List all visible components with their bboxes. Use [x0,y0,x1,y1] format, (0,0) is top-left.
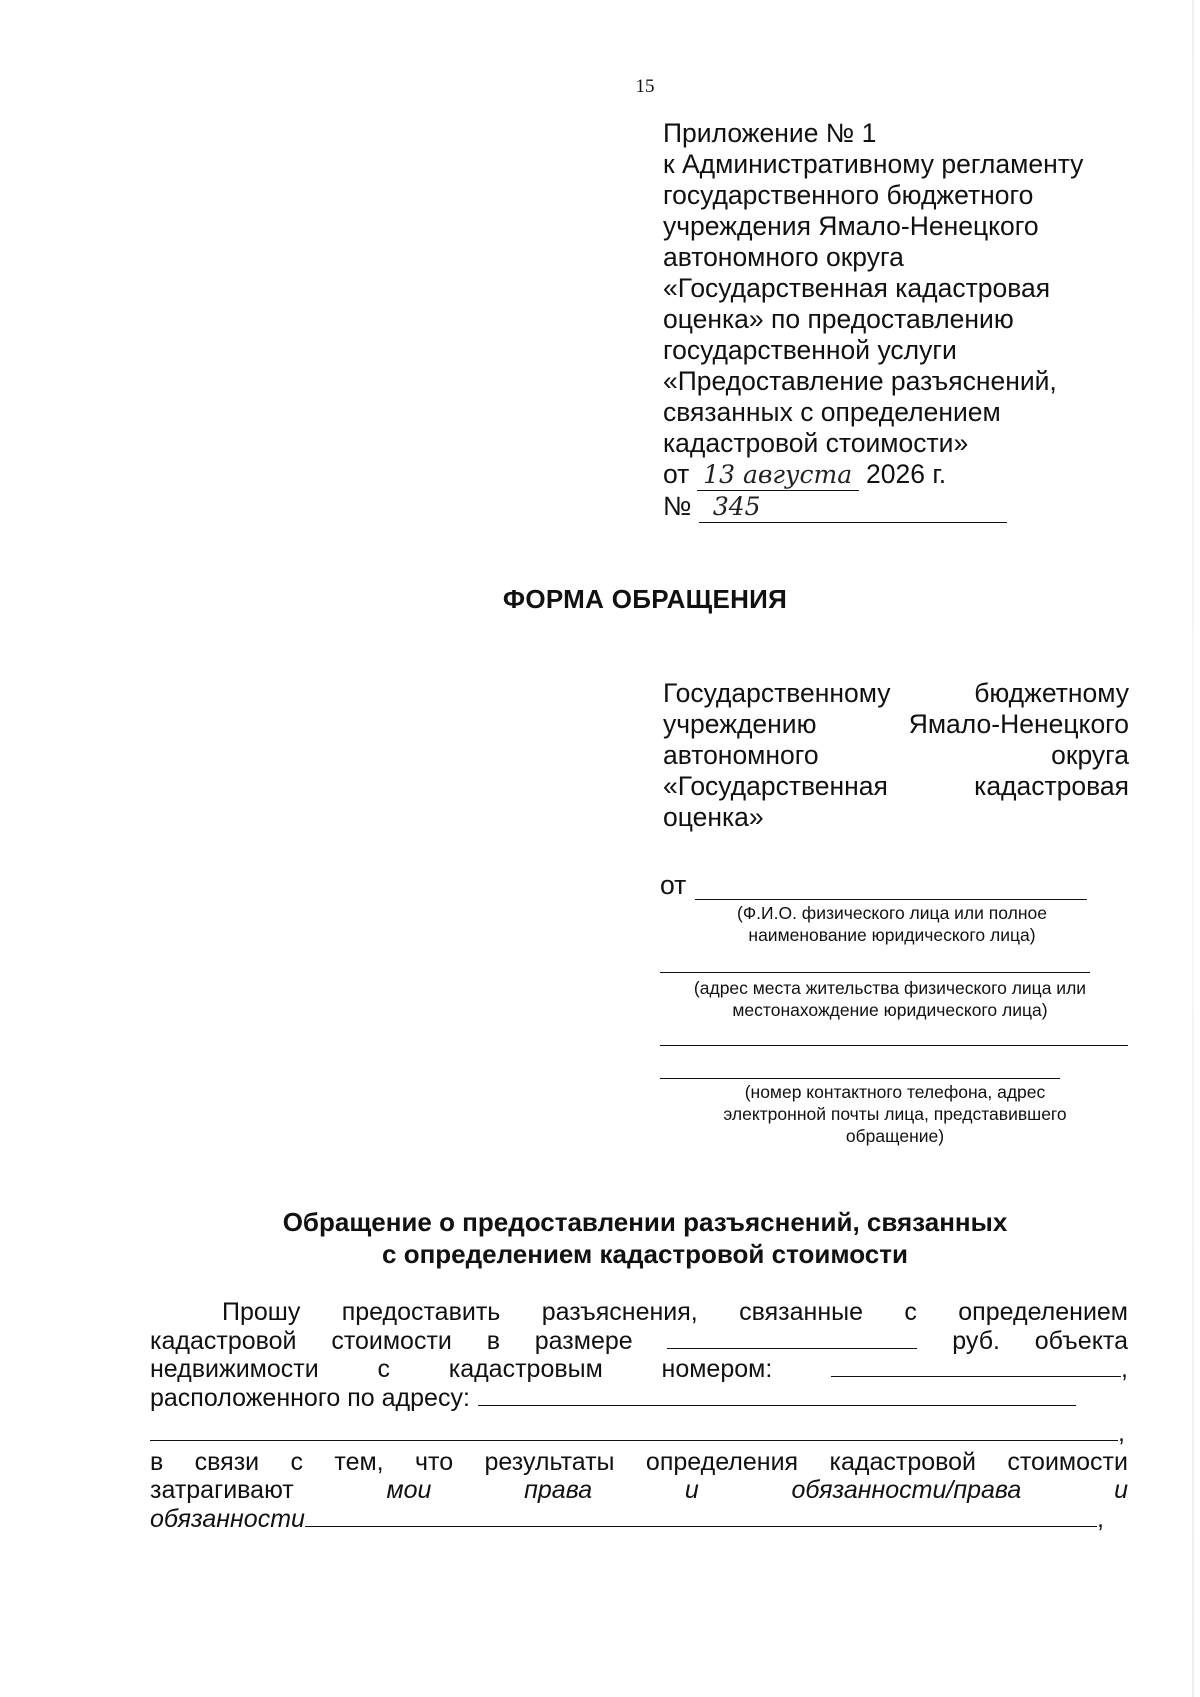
body-word: кадастровым [448,1355,603,1383]
body-row-2 [150,1327,1128,1356]
request-title-line: с определением кадастровой стоимости [382,1239,908,1269]
body-word: разъяснения, [541,1298,698,1326]
body-word: кадастровой [829,1447,976,1476]
body-word: в [150,1447,164,1476]
from-label: от [660,870,687,900]
appendix-date-line [663,459,1133,491]
recipient-word: «Государственная [663,771,888,801]
recipient-word: автономного [663,740,819,770]
date-field [697,459,859,491]
body-word: связи [194,1447,260,1476]
appendix-block [663,118,1133,523]
cadastral-number-group [831,1355,1128,1384]
recipient-line: оценка» [663,802,764,832]
form-title: ФОРМА ОБРАЩЕНИЯ [502,584,788,614]
request-title [0,1206,1200,1270]
recipient-word: кадастровая [974,771,1129,801]
body-word: обязанности [150,1504,305,1533]
hint-text: наименование юридического лица) [748,925,1036,945]
sender-name-line [695,899,1087,900]
appendix-line: к Административному регламенту [663,149,1084,179]
body-word: тем, [334,1447,384,1476]
appendix-line: связанных с определением [663,397,1001,427]
recipient-word: Государственному [663,678,891,708]
body-word: недвижимости [150,1355,319,1383]
body-word: предоставить [341,1298,501,1326]
appendix-line: «Государственная кадастровая [663,273,1051,303]
body-word: объекта [1034,1326,1128,1355]
body-word: с [904,1298,917,1326]
hint-name [694,902,1090,946]
page-number: 15 [635,76,655,97]
body-word: расположенного по адресу: [150,1383,470,1412]
appendix-line: оценка» по предоставлению [663,304,1014,334]
appendix-line: «Предоставление разъяснений, [663,366,1057,396]
date-prefix: от [663,459,690,489]
body-word: определением [958,1298,1128,1326]
recipient-line [663,771,1129,802]
hint-text: (Ф.И.О. физического лица или полное [737,903,1047,923]
hint-text: (адрес места жительства физического лица или [693,978,1087,998]
body-word: размере [534,1326,633,1355]
request-body [150,1298,1128,1533]
rights-blank[interactable] [305,1506,1097,1527]
request-title-line: Обращение о предоставлении разъяснений, связанных [282,1207,1008,1237]
body-word: в [486,1326,500,1355]
appendix-line: государственной услуги [663,335,957,365]
appendix-line: учреждения Ямало-Ненецкого [663,211,1039,241]
number-prefix: № [663,491,692,521]
body-row-8 [150,1505,1128,1534]
appendix-line: государственного бюджетного [663,180,1034,210]
body-word: и [1114,1476,1128,1504]
sender-contact-line-2 [660,1078,1060,1079]
body-word: затрагивают [150,1476,294,1504]
body-row-1 [150,1298,1128,1327]
body-word: с [290,1447,304,1476]
body-word: мои [386,1476,432,1504]
recipient-line [663,678,1129,709]
recipient-line [663,709,1129,740]
date-suffix: 2026 г. [866,459,947,489]
body-word: результаты [484,1447,615,1476]
comma: , [1118,1419,1125,1447]
body-word: руб. [952,1326,1000,1355]
hint-text: местонахождение юридического лица) [732,1000,1048,1020]
sender-address-line [660,972,1090,973]
body-row-7 [150,1476,1128,1505]
cadastral-number-blank[interactable] [831,1356,1121,1377]
hint-text: обращение) [845,1126,945,1146]
number-field [699,491,1007,523]
recipient-word: Ямало-Ненецкого [908,709,1129,739]
body-row-3 [150,1355,1128,1384]
scan-edge [1192,0,1194,1697]
body-word: стоимости [1007,1447,1128,1476]
body-word: Прошу [222,1298,301,1326]
comma: , [1096,1504,1104,1533]
body-word: и [684,1476,699,1504]
comma: , [1121,1355,1128,1383]
hint-text: (номер контактного телефона, адрес [744,1082,1046,1102]
address-blank-continued[interactable] [150,1418,1118,1441]
recipient-block [663,678,1129,833]
value-blank[interactable] [667,1328,917,1349]
body-word: связанные [739,1298,864,1326]
body-row-4 [150,1384,1128,1413]
sender-contact-line-1 [660,1045,1128,1046]
body-row-5 [150,1418,1128,1448]
appendix-line: автономного округа [663,242,904,272]
handwritten-number: 345 [712,492,761,521]
body-word: кадастровой [150,1326,297,1355]
body-word: с [377,1355,390,1383]
hint-contact [675,1081,1115,1147]
appendix-line: Приложение № 1 [663,118,877,148]
recipient-word: учреждению [663,709,817,739]
body-row-6 [150,1448,1128,1477]
hint-text: электронной почты лица, представившего [723,1104,1067,1124]
body-word: номером: [661,1355,773,1383]
body-word: что [415,1447,454,1476]
hint-address [655,977,1125,1021]
handwritten-date: 13 августа [703,460,853,489]
address-blank[interactable] [478,1385,1076,1406]
recipient-word: бюджетному [974,678,1129,708]
appendix-line: кадастровой стоимости» [663,428,969,458]
body-word: обязанности/права [791,1476,1022,1504]
body-word: определения [645,1447,799,1476]
recipient-word: округа [1051,740,1129,770]
recipient-line [663,740,1129,771]
body-word: стоимости [331,1326,452,1355]
body-word: права [524,1476,593,1504]
appendix-number-line [663,491,1133,523]
